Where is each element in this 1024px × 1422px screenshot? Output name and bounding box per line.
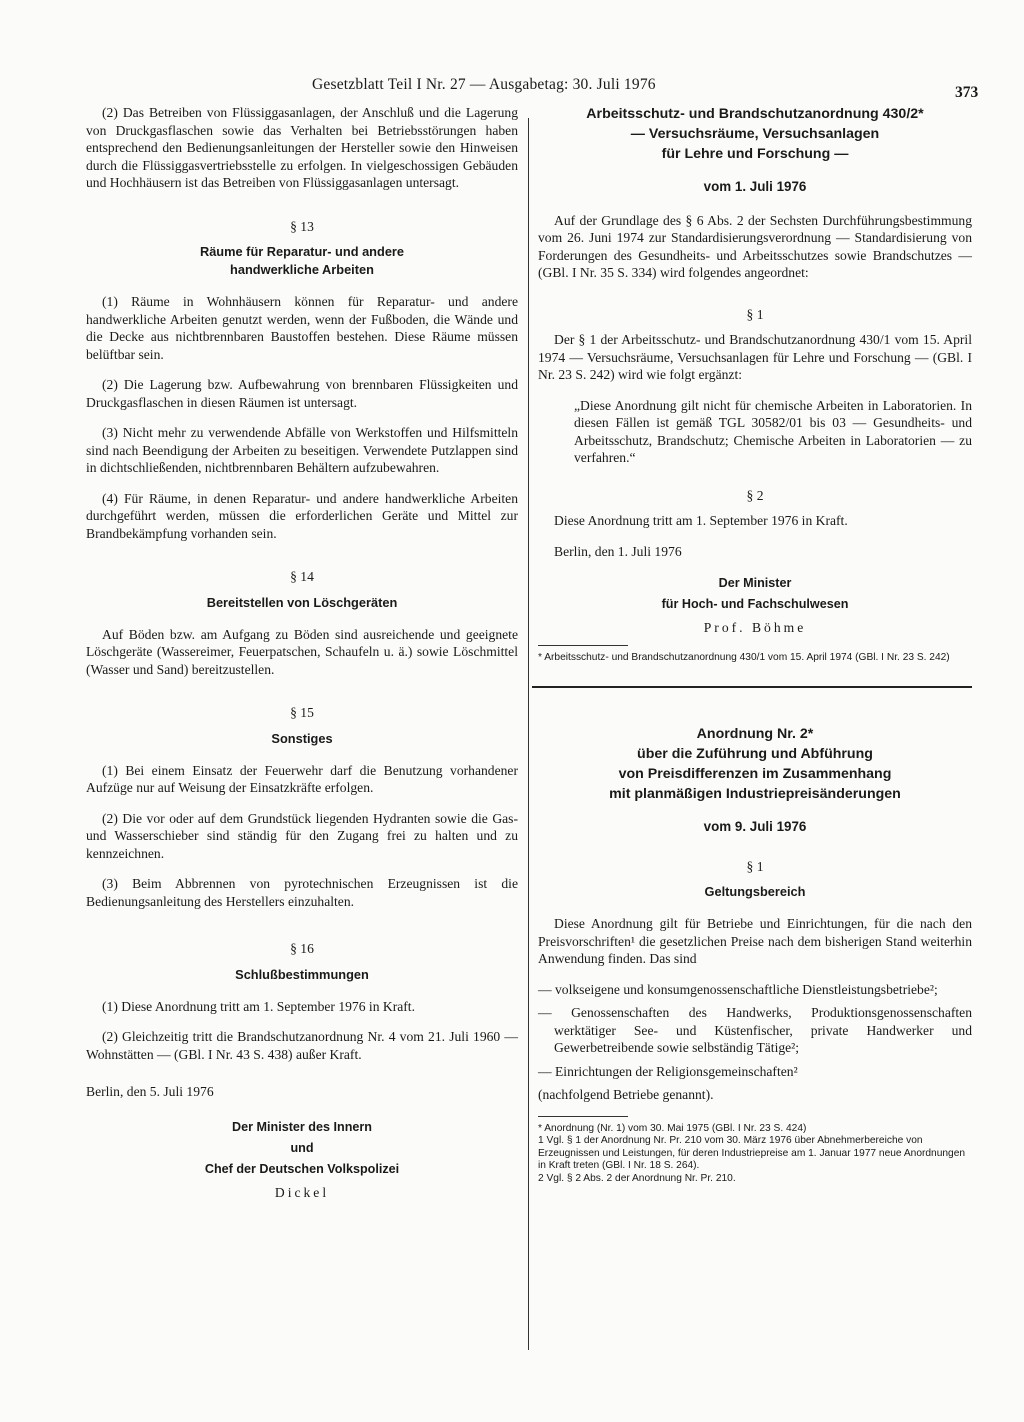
doc1-signer-line-1: Der Minister (718, 576, 792, 590)
left-column (86, 104, 518, 1201)
left-place-date: Berlin, den 5. Juli 1976 (86, 1084, 214, 1099)
section-13-paragraph-1: (1) Räume in Wohnhäusern können für Reparatur- und andere handwerkliche Arbeiten genutzt werden, wenn der Fußboden, die Wände und die Decke aus nichtbrennbaren Baustoffen bestehen. Diese Räume müssen belüftbar sein. (86, 294, 518, 362)
section-15-paragraph-2: (2) Die vor oder auf dem Grundstück liegenden Hydranten sowie die Gas- und Wasserschieber sind ständig für den Zugang frei zu halten und zu kennzeichnen. (86, 810, 518, 861)
left-signer-line-3: Chef der Deutschen Volkspolizei (204, 1161, 400, 1176)
doc2-list-item: — Einrichtungen der Religionsgemeinschaften² (538, 1063, 798, 1079)
doc1-footnote: * Arbeitsschutz- und Brandschutzanordnung 430/1 vom 15. April 1974 (GBl. I Nr. 23 S. 242) (538, 651, 950, 663)
doc1-title-line-2: — Versuchsräume, Versuchsanlagen (630, 126, 880, 142)
doc1-section-1-quote: „Diese Anordnung gilt nicht für chemische Arbeiten in Laboratorien. In diesen Fällen ist gemäß TGL 30582/01 bis 03 — Gesundheits- und Arbeitsschutz, Brandschutz; Chemische Arbeiten in Laboratorien — zu verfahren.“ (574, 397, 972, 465)
doc2-section-1-title: Geltungsbereich (704, 884, 806, 899)
doc1-section-1-paragraph: Der § 1 der Arbeitsschutz- und Brandschutzanordnung 430/1 vom 15. April 1974 — Versuchsräume, Versuchsanlagen für Lehre und Forschung — (GBl. I Nr. 23 S. 242) wird wie folgt ergänzt: (538, 332, 972, 382)
section-13-paragraph-2: (2) Die Lagerung bzw. Aufbewahrung von brennbaren Flüssigkeiten und Druckgasflaschen in diesen Räumen ist untersagt. (86, 377, 518, 410)
doc2-section-1-paragraph: Diese Anordnung gilt für Betriebe und Einrichtungen, für die nach den Preisvorschriften¹ die gesetzlichen Preise nach dem bisherigen Stand weiterhin Anwendung finden. Das sind (538, 916, 972, 966)
section-13-title-line-1: Räume für Reparatur- und andere (199, 244, 405, 259)
doc1-preamble: Auf der Grundlage des § 6 Abs. 2 der Sechsten Durchführungsbestimmung vom 26. Juni 1974 zur Standardisierungsverordnung — Standardisierung von Forderungen des Gesundheits- und Arbeitsschutzes sowie Brandschutzes — (GBl. I Nr. 35 S. 334) wird folgendes angeordnet: (538, 212, 972, 280)
doc2-date: vom 9. Juli 1976 (703, 819, 807, 834)
document-separator (532, 686, 972, 688)
doc1-footnote-rule (538, 645, 628, 646)
left-signer-line-1: Der Minister des Innern (232, 1119, 372, 1134)
section-13-number: § 13 (290, 218, 314, 234)
doc1-signer-line-2: für Hoch- und Fachschulwesen (661, 597, 849, 611)
page-number: 373 (955, 84, 979, 101)
doc1-place-date: Berlin, den 1. Juli 1976 (554, 543, 682, 559)
intro-paragraph: (2) Das Betreiben von Flüssiggasanlagen, der Anschluß und die Lagerung von Druckgasflaschen sowie das Verhalten bei Betriebsstörungen haben entsprechend den Bedienungsanleitungen der Hersteller sowie den Hinweisen durch die Flüssiggasvertriebsstelle zu erfolgen. In vielgeschossigen Gebäuden und Hochhäusern ist das Betreiben von Flüssiggasanlagen untersagt. (86, 105, 518, 190)
section-14-paragraph-1: Auf Böden bzw. am Aufgang zu Böden sind ausreichende und geeignete Löschgeräte (Wassereimer, Feuerpatschen, Schaufeln u. ä.) sowie Löschmittel (Wasser und Sand) bereitzustellen. (86, 626, 518, 677)
doc1-signer-name: Prof. Böhme (703, 620, 807, 635)
doc2-closing: (nachfolgend Betriebe genannt). (538, 1087, 714, 1102)
doc1-section-2-paragraph: Diese Anordnung tritt am 1. September 1976 in Kraft. (554, 513, 848, 528)
doc2-list-item: — volkseigene und konsumgenossenschaftliche Dienstleistungsbetriebe²; (538, 981, 938, 997)
doc2-title-line-4: mit planmäßigen Industriepreisänderungen (609, 786, 901, 802)
doc2-list-item: — Genossenschaften des Handwerks, Produktionsgenossenschaften werktätiger See- und Küstenfischer, private Handwerker und Gewerbetreibende sowie selbständig Tätige²; (538, 1005, 972, 1055)
left-signer-name: Dickel (274, 1184, 330, 1200)
left-signer-line-2: und (290, 1140, 314, 1155)
section-13-paragraph-3: (3) Nicht mehr zu verwendende Abfälle von Werkstoffen und Hilfsmitteln sind nach Beendigung der Arbeiten zu beseitigen. Verwendete Putzlappen sind in dichtschließenden, nichtbrennbaren Behältern aufzubewahren. (86, 425, 518, 475)
doc1-date: vom 1. Juli 1976 (703, 179, 807, 194)
column-divider (528, 118, 529, 1350)
doc1-title-line-3: für Lehre und Forschung — (661, 146, 849, 162)
section-16-paragraph-1: (1) Diese Anordnung tritt am 1. September 1976 in Kraft. (102, 998, 415, 1014)
page-header (0, 74, 1024, 102)
section-15-title: Sonstiges (271, 730, 333, 746)
section-16-paragraph-2: (2) Gleichzeitig tritt die Brandschutzanordnung Nr. 4 vom 21. Juli 1960 — Wohnstätten — (GBl. I Nr. 43 S. 438) außer Kraft. (86, 1029, 518, 1062)
doc1-title (538, 104, 972, 164)
doc2-section-1-number: § 1 (746, 858, 764, 874)
doc2-title (538, 724, 972, 804)
doc2-footnote: * Anordnung (Nr. 1) vom 30. Mai 1975 (GBl. I Nr. 23 S. 424) (538, 1122, 807, 1134)
section-15-paragraph-1: (1) Bei einem Einsatz der Feuerwehr darf die Benutzung vorhandener Aufzüge nur auf Weisung der Einsatzkräfte erfolgen. (86, 762, 518, 795)
doc1-section-1-number: § 1 (746, 306, 764, 322)
doc2-footnote: 1 Vgl. § 1 der Anordnung Nr. Pr. 210 vom 30. März 1976 über Abnehmerbereiche von Erzeugnissen und Leistungen, für deren Industriepreise am 1. Januar 1977 neue Anordnungen in Kraft treten (GBl. I Nr. 18 S. 264). (538, 1135, 966, 1171)
section-16-number: § 16 (290, 941, 314, 956)
doc2-footnote-rule (538, 1116, 628, 1117)
section-13-paragraph-4: (4) Für Räume, in denen Reparatur- und andere handwerkliche Arbeiten durchgeführt werden, müssen die erforderlichen Geräte und Mittel zur Brandbekämpfung vorhanden sein. (86, 490, 518, 541)
right-column (538, 104, 972, 1185)
section-16-title: Schlußbestimmungen (235, 966, 369, 982)
section-14-title: Bereitstellen von Löschgeräten (206, 594, 398, 610)
section-15-paragraph-3: (3) Beim Abbrennen von pyrotechnischen Erzeugnissen ist die Bedienungsanleitung des Herstellers einzuhalten. (86, 876, 518, 909)
doc1-title-line-1: Arbeitsschutz- und Brandschutzanordnung 430/2* (586, 106, 924, 122)
doc1-section-2-number: § 2 (746, 487, 764, 503)
gazette-title: Gesetzblatt Teil I Nr. 27 — Ausgabetag: 30. Juli 1976 (312, 76, 656, 93)
doc2-title-line-3: von Preisdifferenzen im Zusammenhang (618, 766, 892, 782)
section-13-title-line-2: handwerkliche Arbeiten (230, 262, 374, 277)
doc2-title-line-2: über die Zuführung und Abführung (637, 746, 873, 762)
section-15-number: § 15 (290, 705, 314, 720)
section-13-title (86, 243, 518, 279)
section-14-number: § 14 (290, 569, 314, 584)
doc2-footnote: 2 Vgl. § 2 Abs. 2 der Anordnung Nr. Pr. 210. (538, 1172, 736, 1184)
doc2-title-line-1: Anordnung Nr. 2* (696, 726, 814, 742)
